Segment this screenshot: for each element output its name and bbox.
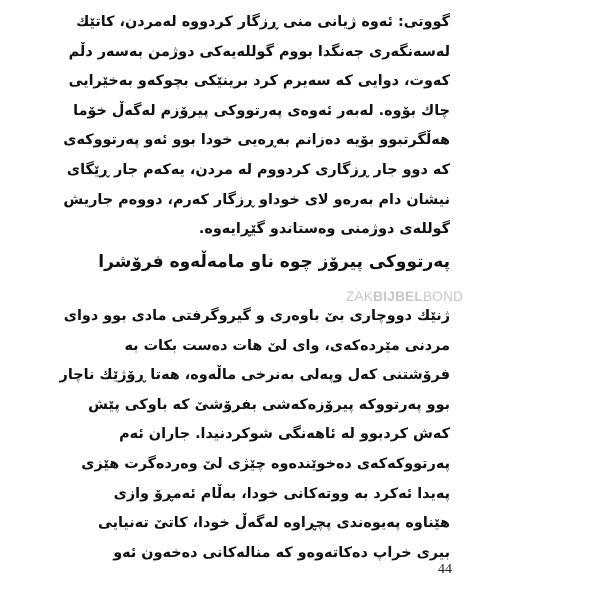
paragraph-line: بوو پەرتووکە پیرۆزەکەشی بفرۆشێ کە باوکی پێش xyxy=(88,396,450,413)
watermark-part: ZAK xyxy=(346,289,374,304)
paragraph-line: بیری خراپ دەکاتەوەو کە منالەکانی دەخەون ئەو xyxy=(113,544,450,561)
paragraph-line: نیشان دام بەرەو لای خوداو ڕزگار کەرم، دووەم جاریش xyxy=(63,191,450,208)
paragraph-line: کەوت، دوایی کە سەیرم کرد برینێکی بچوکەو بەخێرایی xyxy=(68,73,450,90)
paragraph-2 xyxy=(59,302,450,568)
paragraph-line: فرۆشتنی کەل وپەلی بەنرخی ماڵەوە، هەتا ڕۆژێك ناچار xyxy=(59,367,450,384)
paragraph-line: پەرتووکەکەی دەخوێندەوە چێژی لێ وەردەگرت هێزی xyxy=(81,455,450,472)
paragraph-line: ژنێك دووچاری بێ باوەری و گیروگرفتی مادی بوو دوای xyxy=(63,308,450,324)
paragraph-1 xyxy=(63,8,450,245)
watermark-part: BIJBEL xyxy=(373,289,423,304)
paragraph-line: کە دوو جار ڕزگاری کردووم لە مردن، یەکەم جار ڕێگای xyxy=(66,161,450,178)
section-heading: پەرتووکی پیرۆز چوە ناو مامەڵەوە فرۆشرا xyxy=(98,252,450,272)
paragraph-line: گوللەی دوژمنی وەستاندو گێڕایەوە. xyxy=(198,221,450,238)
paragraph-line: هێناوە پەیوەندی پچڕاوە لەگەڵ خودا، کاتێ تەنیایی xyxy=(98,515,450,532)
paragraph-line: چاك بۆوە. لەبەر ئەوەی پەرتووکی پیرۆزم لەگەڵ خۆما xyxy=(73,102,450,119)
paragraph-line: هەڵگرتبوو بۆیە دەزانم بەڕەیی خودا بوو ئەو پەرتووکەی xyxy=(63,132,450,149)
paragraph-line: مردنی مێردەکەی، وای لێ هات دەست بکات بە xyxy=(124,337,450,354)
watermark-part: BOND xyxy=(422,289,464,304)
paragraph-line: پەیدا ئەکرد بە ووتەکانی خودا، بەڵام ئەمڕۆ وازی xyxy=(113,485,450,502)
paragraph-line: کەش کردبوو لە ئاهەنگی شوکردنیدا. جاران ئەم xyxy=(119,426,450,443)
paragraph-line: لەسەنگەری جەنگدا بووم گوللەیەکی دوژمن بەسەر دڵم xyxy=(68,43,450,60)
page-number: 44 xyxy=(438,562,452,577)
paragraph-line: گووتی: ئەوە ژیانی منی ڕزگار کردووە لەمردن، کاتێك xyxy=(76,14,450,30)
